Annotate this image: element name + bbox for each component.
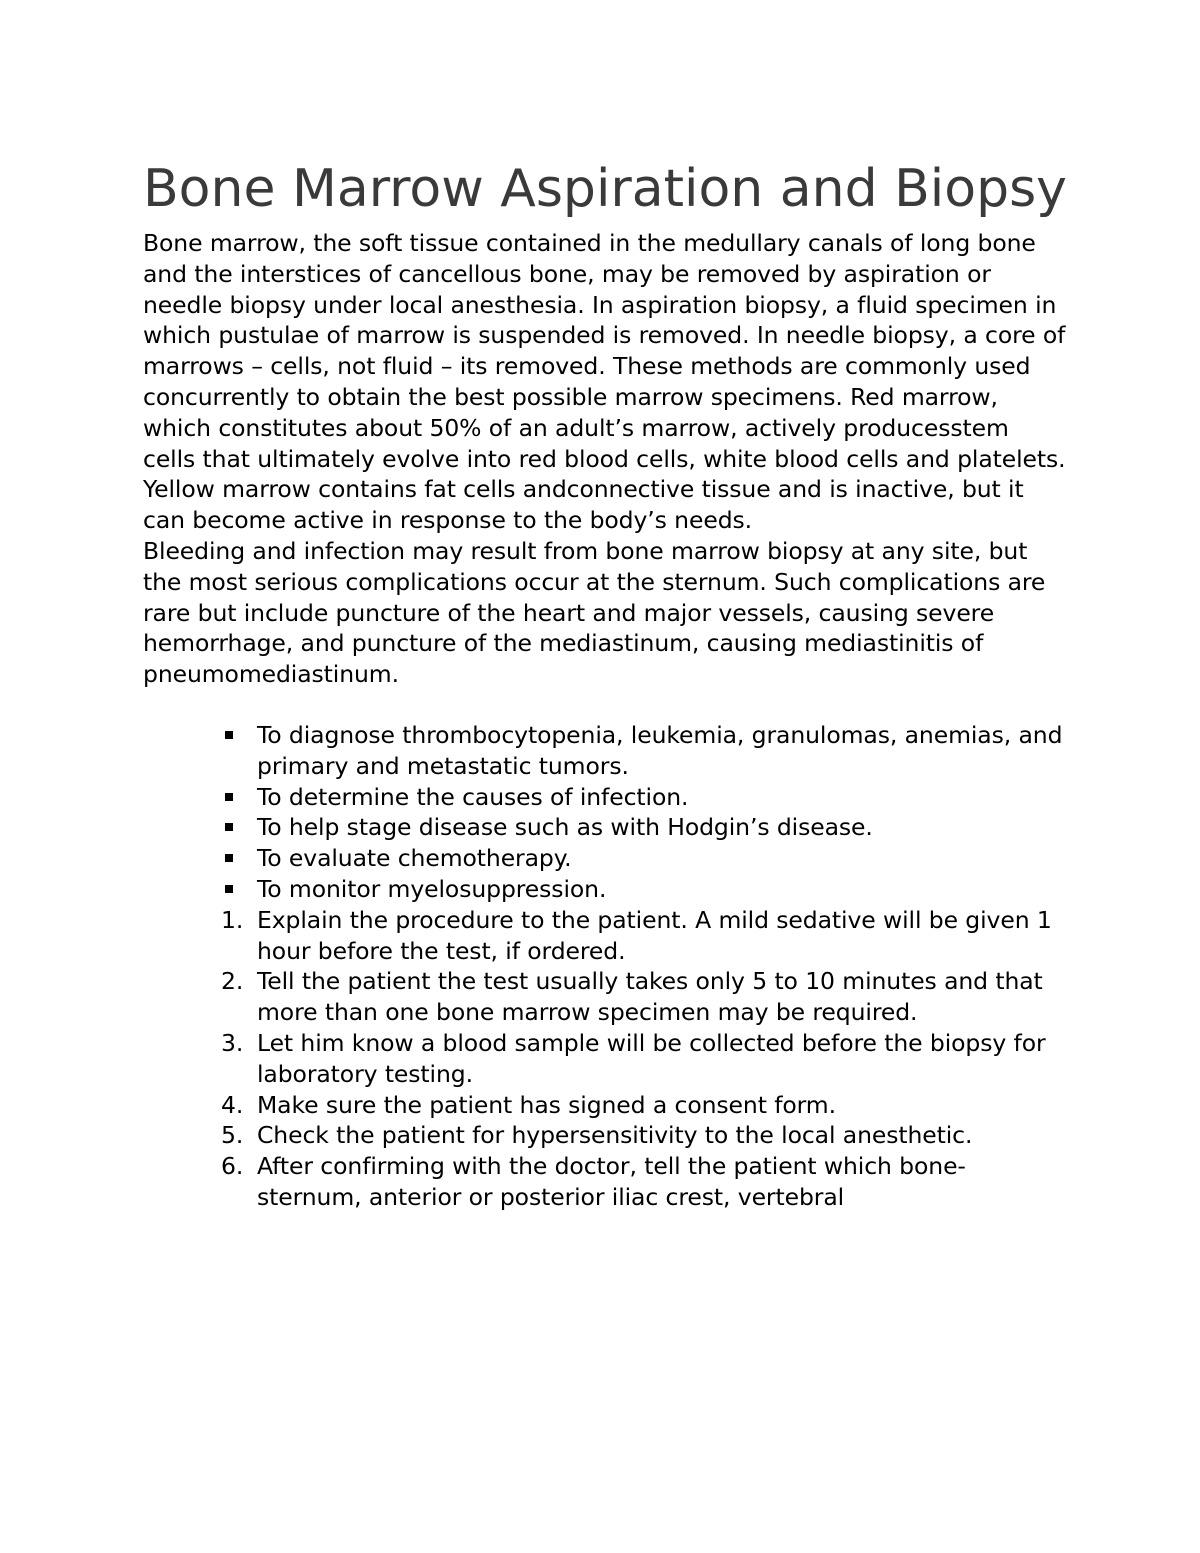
step-item <box>143 905 1068 967</box>
bullet-item <box>143 720 1068 782</box>
bullet-text: To diagnose thrombocytopenia, leukemia, granulomas, anemias, and primary and metastatic tumors. <box>257 720 1063 780</box>
page-title: Bone Marrow Aspiration and Biopsy <box>143 159 1067 219</box>
step-number: 2. <box>221 967 244 996</box>
step-item <box>143 966 1068 1028</box>
square-bullet-icon <box>225 823 233 831</box>
bullet-item <box>143 843 1068 874</box>
bullet-item <box>143 812 1068 843</box>
step-number: 6. <box>221 1152 244 1181</box>
square-bullet-icon <box>225 885 233 893</box>
procedure-step-list <box>143 905 1068 1213</box>
bullet-item <box>143 782 1068 813</box>
step-text: Make sure the patient has signed a consent form. <box>257 1090 836 1119</box>
purpose-bullet-list <box>143 720 1068 905</box>
square-bullet-icon <box>225 793 233 801</box>
step-item <box>143 1028 1068 1090</box>
step-text: Check the patient for hypersensitivity to the local anesthetic. <box>257 1121 973 1150</box>
step-text: After confirming with the doctor, tell the patient which bone- sternum, anterior or posterior iliac crest, vertebral <box>257 1152 966 1211</box>
step-number: 5. <box>221 1121 244 1150</box>
step-item <box>143 1120 1068 1151</box>
bullet-item <box>143 874 1068 905</box>
spacer <box>143 690 1068 720</box>
paragraph-intro: Bone marrow, the soft tissue contained in the medullary canals of long bone and the interstices of cancellous bone, may be removed by aspiration or needle biopsy under local anesthesia. In aspiration biopsy, a fluid specimen in which pustulae of marrow is suspended is removed. In needle biopsy, a core of marrows – cells, not fluid – its removed. These methods are commonly used concurrently to obtain the best possible marrow specimens. Red marrow, which constitutes about 50% of an adult’s marrow, actively producesstem cells that ultimately evolve into red blood cells, white blood cells and platelets. Yellow marrow contains fat cells andconnective tissue and is inactive, but it can become active in response to the body’s needs. <box>143 229 1066 535</box>
bullet-text: To evaluate chemotherapy. <box>257 844 572 873</box>
square-bullet-icon <box>225 731 233 739</box>
step-text: Let him know a blood sample will be collected before the biopsy for laboratory testing. <box>257 1028 1046 1088</box>
document-page <box>143 150 1068 1213</box>
step-text: Tell the patient the test usually takes only 5 to 10 minutes and that more than one bone marrow specimen may be required. <box>257 967 1043 1027</box>
step-item <box>143 1151 1068 1213</box>
step-number: 3. <box>221 1028 244 1057</box>
step-item <box>143 1090 1068 1121</box>
bullet-text: To determine the causes of infection. <box>257 782 689 811</box>
square-bullet-icon <box>225 854 233 862</box>
bullet-text: To help stage disease such as with Hodgin’s disease. <box>257 813 873 842</box>
step-number: 4. <box>221 1090 244 1119</box>
step-text: Explain the procedure to the patient. A mild sedative will be given 1 hour before the test, if ordered. <box>257 905 1052 965</box>
paragraph-complications: Bleeding and infection may result from bone marrow biopsy at any site, but the most serious complications occur at the sternum. Such complications are rare but include puncture of the heart and major vessels, causing severe hemorrhage, and puncture of the mediastinum, causing mediastinitis of pneumomediastinum. <box>143 536 1046 689</box>
step-number: 1. <box>221 905 244 934</box>
bullet-text: To monitor myelosuppression. <box>257 874 607 903</box>
